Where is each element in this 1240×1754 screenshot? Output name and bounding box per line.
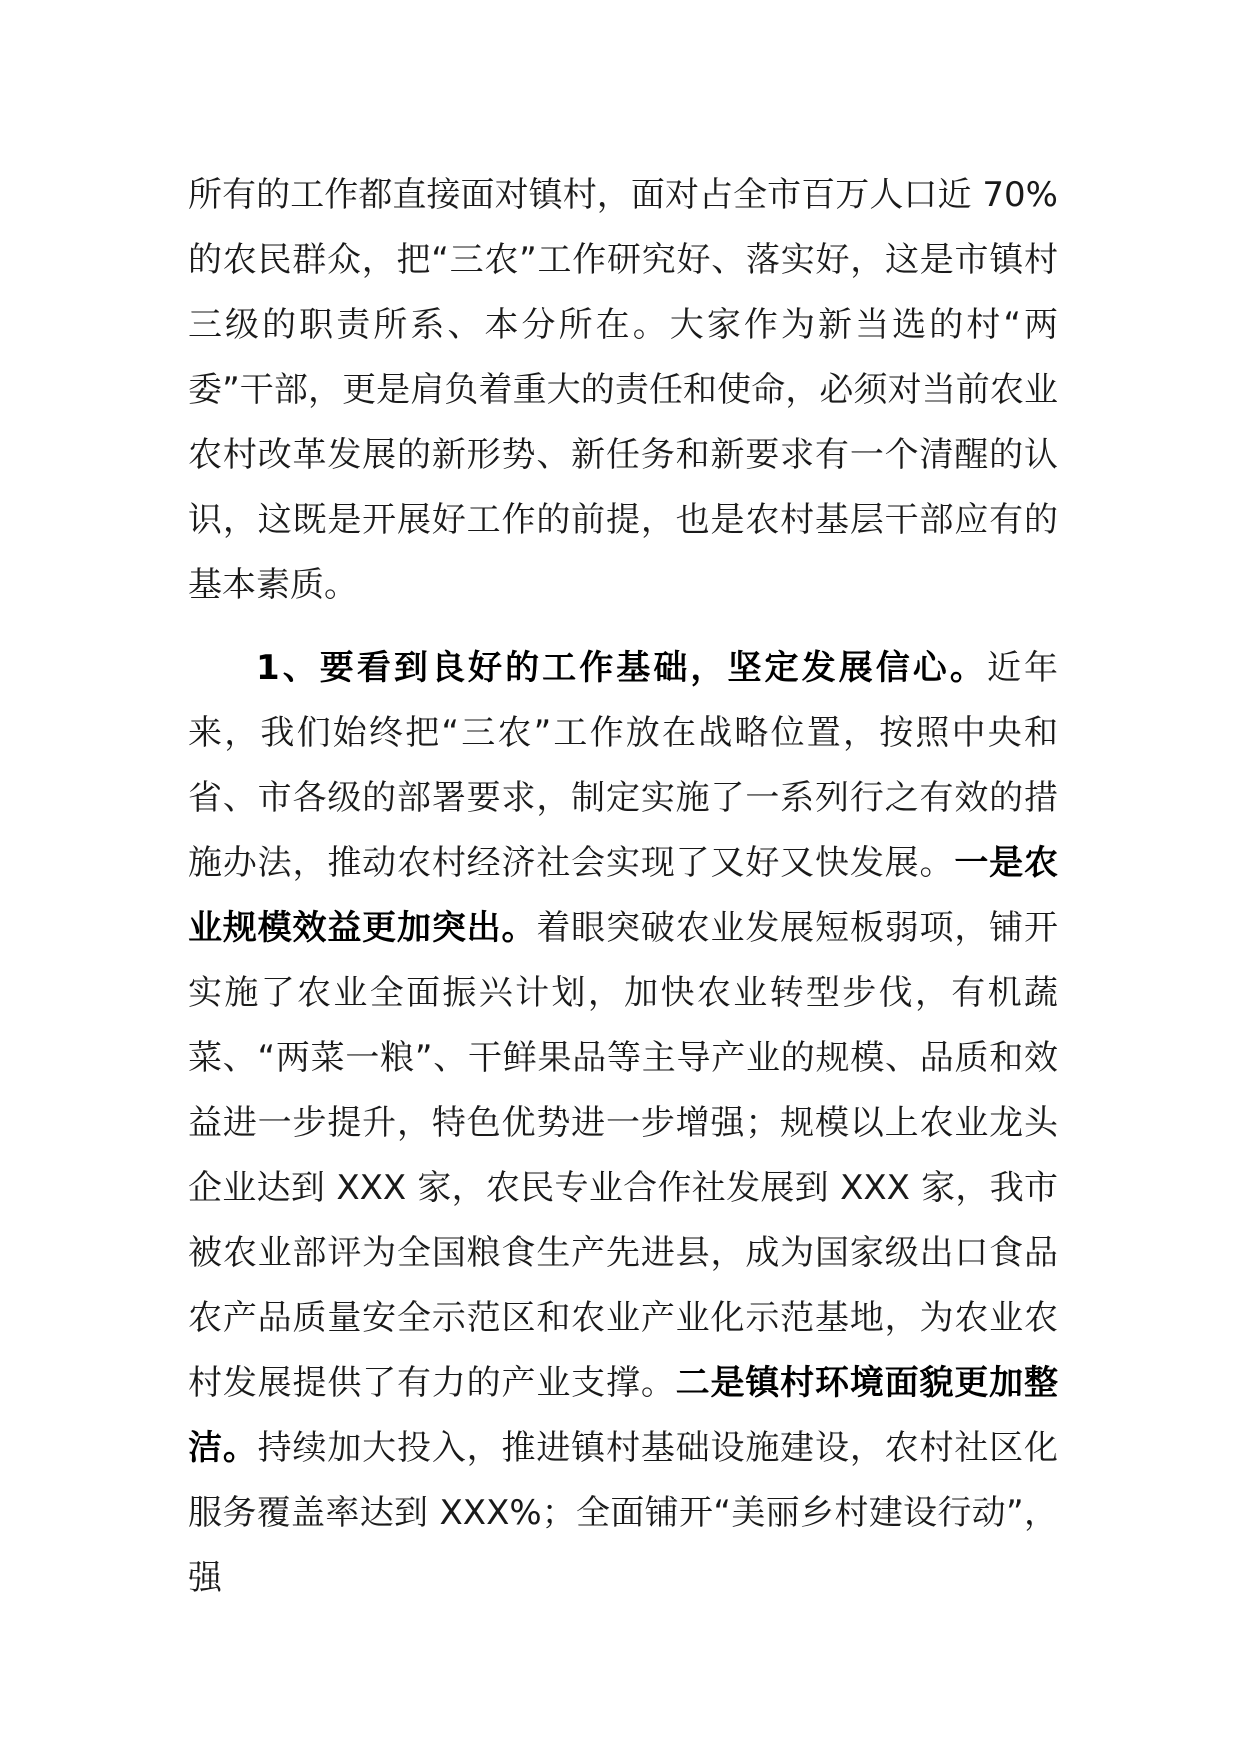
paragraph-text: 着眼突破农业发展短板弱项，铺开实施了农业全面振兴计划，加快农业转型步伐，有机蔬菜、“两菜一粮”、干鲜果品等主导产业的规模、品质和效益进一步提升，特色优势进一步增强；规模以上农业龙头企业达到 XXX 家，农民专业合作社发展到 XXX 家，我市被农业部评为全国粮食生产先进县，成为国家级出口食品农产品质量安全示范区和农业产业化示范基地，为农业农村发展提供了有力的产业支撑。 — [188, 908, 1059, 1403]
paragraph-intro — [188, 163, 1058, 618]
document-body — [188, 163, 1058, 1611]
paragraph-section-1 — [188, 636, 1058, 1611]
paragraph-text: 近年来，我们始终把“三农”工作放在战略位置，按照中央和省、市各级的部署要求，制定实施了一系列行之有效的措施办法，推动农村经济社会实现了又好又快发展。 — [188, 648, 1059, 883]
point-heading-1: 一是农业规模效益更加突出。 — [188, 843, 1059, 948]
paragraph-text: 持续加大投入，推进镇村基础设施建设，农村社区化服务覆盖率达到 XXX%；全面铺开“美丽乡村建设行动”，强 — [188, 1428, 1059, 1598]
section-heading-1: 1、要看到良好的工作基础，坚定发展信心。 — [256, 648, 987, 688]
point-heading-2: 二是镇村环境面貌更加整洁。 — [188, 1363, 1059, 1468]
paragraph-text: 所有的工作都直接面对镇村，面对占全市百万人口近 70%的农民群众，把“三农”工作研究好、落实好，这是市镇村三级的职责所系、本分所在。大家作为新当选的村“两委”干部，更是肩负着重大的责任和使命，必须对当前农业农村改革发展的新形势、新任务和新要求有一个清醒的认识，这既是开展好工作的前提，也是农村基层干部应有的基本素质。 — [188, 175, 1058, 605]
